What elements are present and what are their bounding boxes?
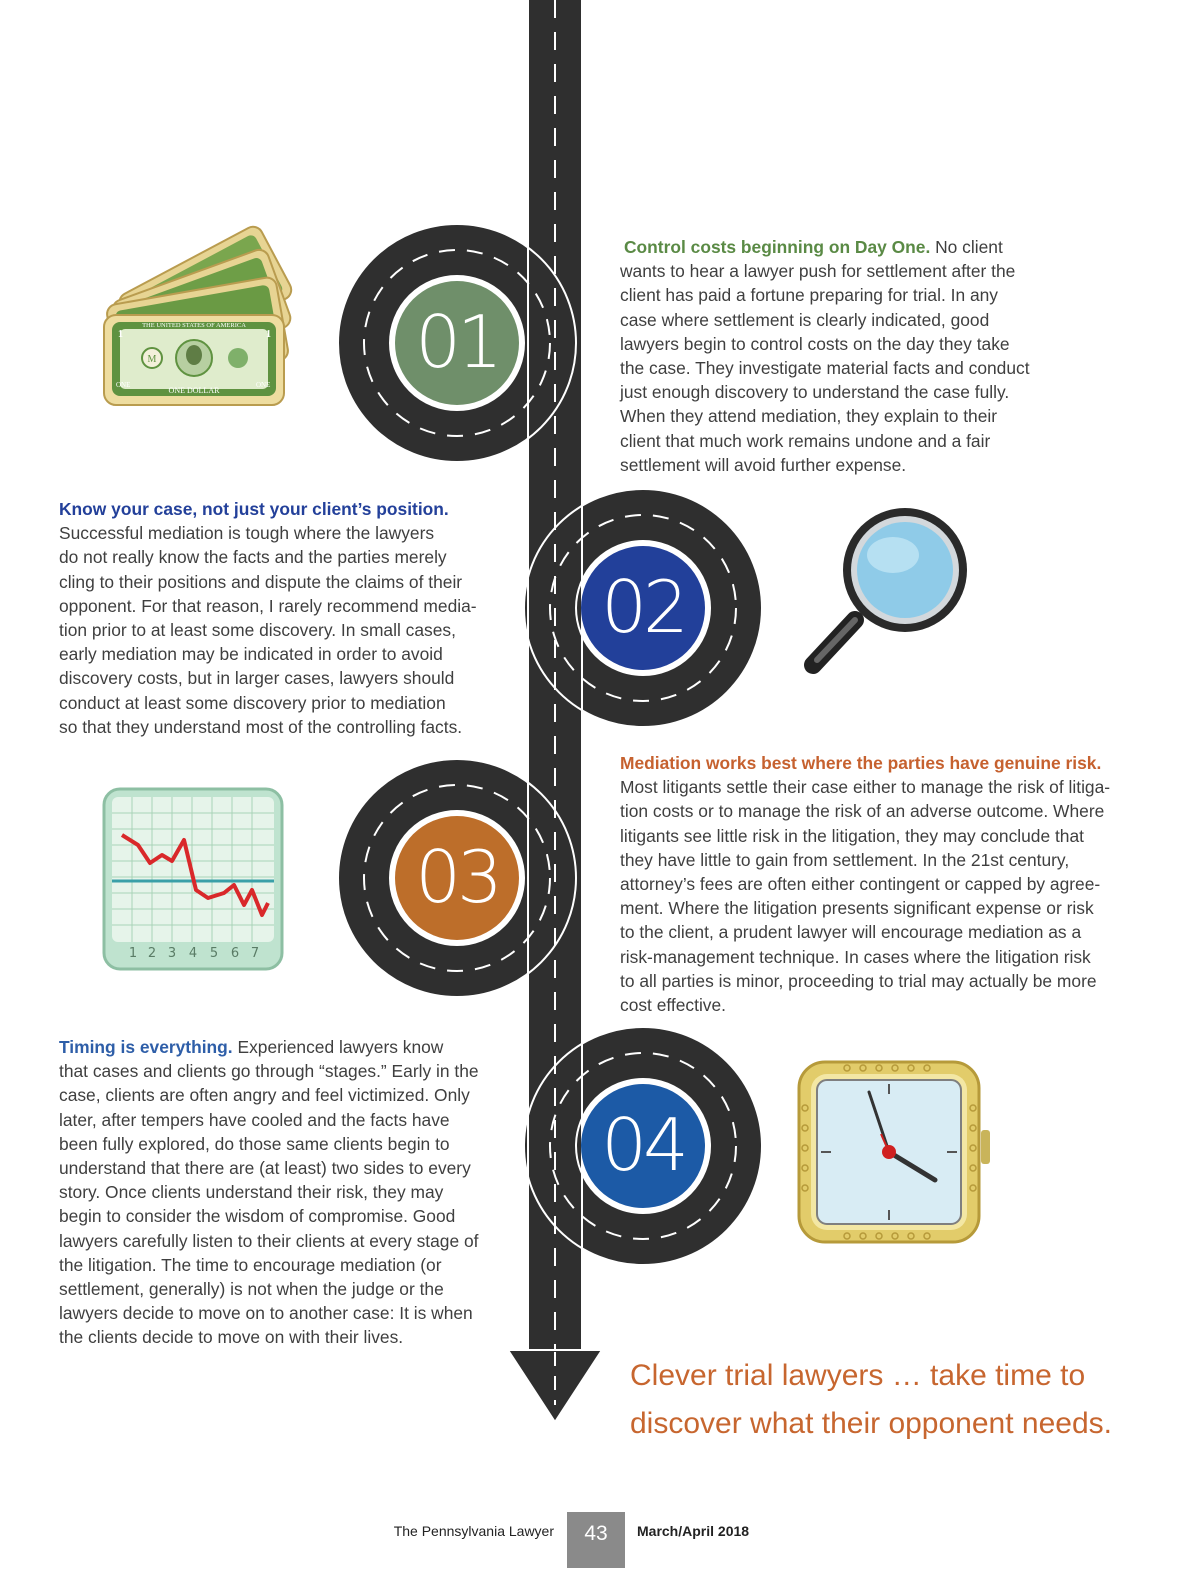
- chart-axis-label: 2: [147, 946, 157, 961]
- step-3-lead: Mediation works best where the parties have genuine risk.: [620, 753, 1102, 773]
- chart-axis-label: 3: [167, 946, 177, 961]
- publication-name: The Pennsylvania Lawyer: [393, 1523, 554, 1539]
- chart-axis-label: 1: [128, 946, 138, 961]
- chart-axis-label: 7: [250, 946, 260, 961]
- bill-side-left: ONE: [116, 381, 131, 389]
- step-1-line: client that much work remains undone and a fair: [620, 430, 991, 451]
- step-2-line: cling to their positions and dispute the claims of their: [59, 571, 463, 592]
- bill-banner: THE UNITED STATES OF AMERICA: [142, 322, 246, 329]
- step-2-line: tion prior to at least some discovery. In small cases,: [59, 620, 456, 641]
- step-4-line: the clients decide to move on with their lives.: [59, 1327, 404, 1348]
- step-1-line: client has paid a fortune preparing for trial. In any: [620, 285, 998, 306]
- bill-denomination: ONE DOLLAR: [168, 386, 220, 395]
- step-3-line: they have little to gain from settlement. In the 21st century,: [620, 849, 1070, 870]
- line-chart-icon: [100, 785, 290, 975]
- step-2-line: do not really know the facts and the parties merely: [59, 547, 447, 568]
- step-4-line: later, after tempers have cooled and the facts have: [59, 1109, 450, 1130]
- bill-corner-right: 1: [266, 329, 271, 340]
- step-3-line: tion costs or to manage the risk of an adverse outcome. Where: [620, 801, 1105, 822]
- step-1-number: 01: [415, 300, 499, 384]
- step-3-line: attorney’s fees are often either contingent or capped by agree-: [620, 874, 1101, 895]
- pull-quote-line: discover what their opponent needs.: [630, 1407, 1112, 1440]
- step-1-line: just enough discovery to understand the case fully.: [620, 382, 1010, 403]
- step-4-line: understand that there are (at least) two sides to every: [59, 1158, 471, 1179]
- issue-date: March/April 2018: [637, 1523, 750, 1539]
- step-4-text: [59, 1035, 509, 1350]
- step-1-line: settlement will avoid further expense.: [620, 454, 907, 475]
- step-3-line: ment. Where the litigation presents significant expense or risk: [620, 898, 1094, 919]
- step-1-line: No client: [930, 237, 1003, 257]
- dollar-bills-icon: [90, 215, 300, 410]
- step-3-line: cost effective.: [620, 995, 727, 1016]
- step-1-line: lawyers begin to control costs on the day they take: [620, 333, 1010, 354]
- step-1-text: [620, 235, 1060, 477]
- chart-axis-label: 6: [230, 946, 240, 961]
- step-3-line: to the client, a prudent lawyer will encourage mediation as a: [620, 922, 1082, 943]
- clock-icon: [795, 1058, 990, 1248]
- step-4-line: lawyers carefully listen to their clients at every stage of: [59, 1230, 479, 1251]
- page-number: 43: [567, 1512, 625, 1568]
- step-2-line: early mediation may be indicated in order to avoid: [59, 644, 443, 665]
- step-4-line: case, clients are often angry and feel victimized. Only: [59, 1085, 470, 1106]
- step-4-line: lawyers decide to move on to another case: It is when: [59, 1303, 473, 1324]
- bill-corner-left: 1: [118, 329, 123, 340]
- step-4-line: settlement, generally) is not when the judge or the: [59, 1279, 444, 1300]
- step-3-line: Most litigants settle their case either to manage the risk of litiga-: [620, 777, 1111, 798]
- step-3-line: to all parties is minor, proceeding to trial may actually be more: [620, 970, 1097, 991]
- step-1-line: the case. They investigate material facts and conduct: [620, 358, 1030, 379]
- step-2-line: conduct at least some discovery prior to mediation: [59, 692, 446, 713]
- step-4-line: that cases and clients go through “stages.” Early in the: [59, 1061, 479, 1082]
- step-2-line: discovery costs, but in larger cases, lawyers should: [59, 668, 455, 689]
- step-1-line: wants to hear a lawyer push for settlement after the: [620, 261, 1016, 282]
- step-4-number: 04: [601, 1103, 685, 1187]
- step-3-number: 03: [415, 835, 499, 919]
- step-4-lead: Timing is everything.: [59, 1037, 233, 1057]
- step-4-line: begin to consider the wisdom of compromise. Good: [59, 1206, 456, 1227]
- pull-quote-line: Clever trial lawyers … take time to: [630, 1359, 1086, 1392]
- step-2-line: so that they understand most of the controlling facts.: [59, 716, 463, 737]
- step-4-line: Experienced lawyers know: [232, 1037, 444, 1057]
- bill-seal: M: [147, 354, 157, 365]
- step-1-lead: Control costs beginning on Day One.: [624, 237, 931, 257]
- step-4-line: story. Once clients understand their risk, they may: [59, 1182, 444, 1203]
- step-3-line: litigants see little risk in the litigation, they may conclude that: [620, 825, 1084, 846]
- magnifying-glass-icon: [795, 500, 980, 685]
- pull-quote: [630, 1352, 1190, 1448]
- step-2-number: 02: [601, 565, 685, 649]
- step-4-line: been fully explored, do those same clients begin to: [59, 1133, 450, 1154]
- chart-axis-label: 4: [188, 946, 198, 961]
- step-1-line: case where settlement is clearly indicated, good: [620, 309, 990, 330]
- step-3-line: risk-management technique. In cases where the litigation risk: [620, 946, 1091, 967]
- step-2-line: Successful mediation is tough where the lawyers: [59, 523, 435, 544]
- step-2-lead: Know your case, not just your client’s position.: [59, 499, 449, 519]
- page-footer: [0, 1512, 1200, 1568]
- bill-side-right: ONE: [256, 381, 271, 389]
- step-3-text: [620, 751, 1190, 1017]
- step-4-line: the litigation. The time to encourage mediation (or: [59, 1254, 442, 1275]
- chart-axis-label: 5: [209, 946, 219, 961]
- step-1-line: When they attend mediation, they explain to their: [620, 406, 998, 427]
- step-2-text: [59, 497, 509, 739]
- step-2-line: opponent. For that reason, I rarely recommend media-: [59, 595, 477, 616]
